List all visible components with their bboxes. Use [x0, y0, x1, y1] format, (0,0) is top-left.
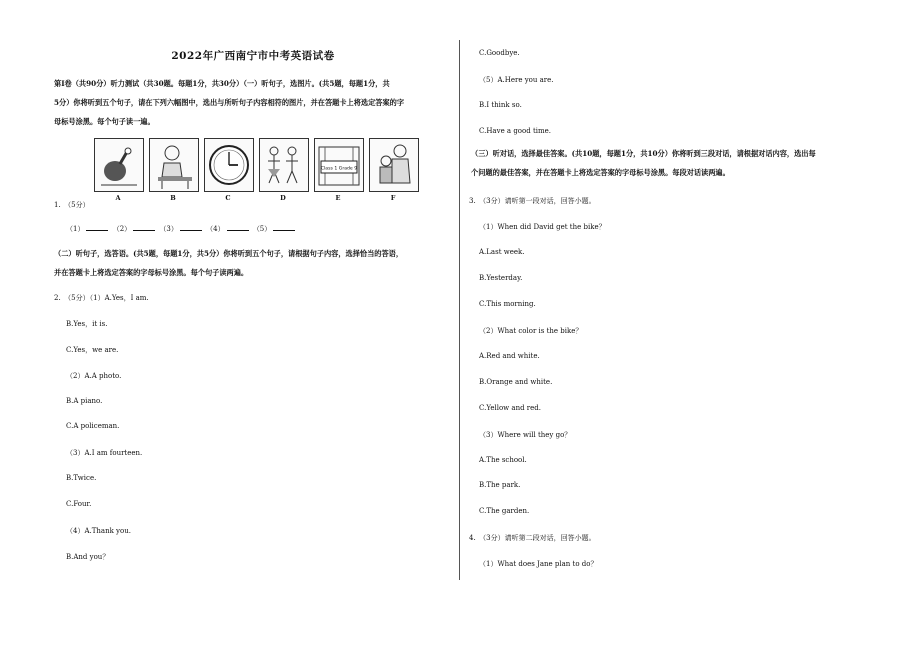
section1-line: 母标号涂黑。每个句子读一遍。: [54, 117, 155, 126]
q3-line: A.The school.: [479, 456, 527, 464]
q3-line: A.Red and white.: [479, 352, 540, 360]
blank-label: （4）: [206, 225, 225, 233]
q2-line: 2. （5分）（1）A.Yes，I am.: [54, 294, 149, 302]
q3-line: B.The park.: [479, 481, 521, 489]
q2-line: C.A policeman.: [66, 422, 120, 430]
q2-line: C.Yes，we are.: [66, 346, 119, 354]
clock-icon: [205, 139, 253, 191]
picture-f-mother-child: [369, 138, 419, 192]
q3-line: 3. （3分）请听第一段对话，回答小题。: [469, 197, 596, 205]
q3-line: B.Orange and white.: [479, 378, 553, 386]
answer-blank: [180, 224, 202, 231]
q3-line: A.Last week.: [479, 248, 525, 256]
section2-instructions: [54, 244, 454, 282]
q2-line: C.Four.: [66, 500, 92, 508]
door-sign-text: Class 1 Grade 9: [320, 166, 358, 172]
picture-label: E: [335, 194, 341, 202]
picture-e-classroom-sign: [314, 138, 364, 192]
door-sign-icon: [315, 139, 363, 191]
picture-label: D: [280, 194, 286, 202]
option-line: C.Goodbye.: [479, 49, 520, 57]
answer-blank: [86, 224, 108, 231]
option-line: B.I think so.: [479, 101, 522, 109]
q2-line: B.Yes，it is.: [66, 320, 108, 328]
option-line: （5）A.Here you are.: [479, 76, 554, 84]
blank-label: （1）: [66, 225, 85, 233]
answer-blank: [227, 224, 249, 231]
picture-b-reading: [149, 138, 199, 192]
section1-line: 5分）你将听到五个句子，请在下列六幅图中，选出与所听句子内容相符的图片，并在答题卡上将选定答案的字: [54, 98, 405, 107]
section2-line: （二）听句子，选答语。(共5题，每题1分，共5分）你将听到五个句子，请根据句子内容，选择恰当的答语，: [54, 249, 404, 258]
q2-line: （3）A.I am fourteen.: [66, 449, 143, 457]
section1-instructions: [54, 74, 454, 131]
picture-label: B: [170, 194, 176, 202]
question-1-number: 1. （5分）: [54, 201, 90, 209]
q3-line: （2）What color is the bike？: [479, 327, 583, 335]
blank-label: （5）: [252, 225, 272, 233]
q3-line: C.The garden.: [479, 507, 530, 515]
section3-instructions: [471, 144, 871, 182]
q3-line: C.Yellow and red.: [479, 404, 541, 412]
question-1-blanks: [66, 224, 297, 234]
q2-line: B.And you？: [66, 553, 110, 561]
page-title: 2022年广西南宁市中考英语试卷: [171, 50, 335, 62]
blank-label: （2）: [112, 225, 132, 233]
q2-line: （2）A.A photo.: [66, 372, 122, 380]
pingpong-icon: [95, 139, 143, 191]
section3-line: 个问题的最佳答案，并在答题卡上将选定答案的字母标号涂黑。每段对话读两遍。: [471, 168, 730, 177]
q2-line: B.A piano.: [66, 397, 103, 405]
q4-line: （1）What does Jane plan to do？: [479, 560, 598, 568]
q2-line: B.Twice.: [66, 474, 97, 482]
q4-line: 4. （3分）请听第二段对话，回答小题。: [469, 534, 596, 542]
section1-line: 第I卷（共90分）听力测试（共30题。每题1分，共30分）（一）听句子，选图片。(共5题，每题1分，共: [54, 79, 390, 88]
picture-d-dancing: [259, 138, 309, 192]
q2-line: （4）A.Thank you.: [66, 527, 131, 535]
picture-a-pingpong: [94, 138, 144, 192]
section3-line: （三）听对话，选择最佳答案。(共10题，每题1分，共10分）你将听到三段对话，请根据对话内容，选出每: [471, 149, 816, 158]
section2-line: 并在答题卡上将选定答案的字母标号涂黑。每个句子读两遍。: [54, 268, 249, 277]
option-line: C.Have a good time.: [479, 127, 552, 135]
answer-blank: [133, 224, 155, 231]
picture-c-clock: [204, 138, 254, 192]
q3-line: B.Yesterday.: [479, 274, 523, 282]
q3-line: （1）When did David get the bike？: [479, 223, 606, 231]
picture-row: [94, 138, 414, 208]
picture-label: A: [115, 194, 121, 202]
picture-label: F: [390, 194, 396, 202]
mother-child-icon: [370, 139, 418, 191]
dancing-kids-icon: [260, 139, 308, 191]
q3-line: C.This morning.: [479, 300, 536, 308]
column-divider: [459, 40, 460, 580]
picture-label: C: [225, 194, 231, 202]
blank-label: （3）: [159, 225, 178, 233]
reading-child-icon: [150, 139, 198, 191]
answer-blank: [273, 224, 295, 231]
q3-line: （3）Where will they go？: [479, 431, 572, 439]
